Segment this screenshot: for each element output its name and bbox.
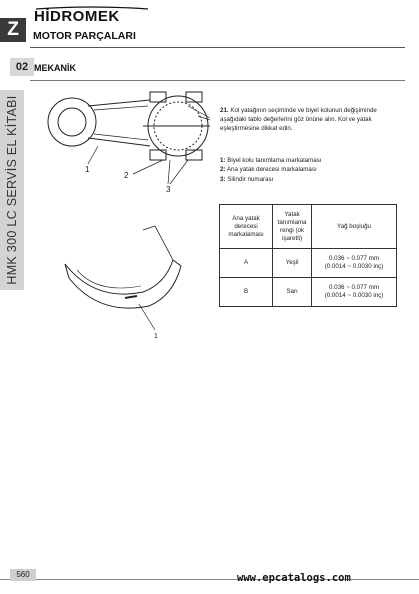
legend-num: 1: [220,157,226,164]
legend-text: Ana yatak derecesi markalaması [226,166,317,174]
rod-label-1: 1 [85,165,90,174]
table-row [220,249,397,278]
clearance-mm: 0.036 ~ 0.077 mm [328,284,380,291]
figure-legend [220,156,400,184]
rod-label-3: 3 [166,185,171,194]
legend-item [220,175,400,184]
header-divider [30,47,405,48]
cell-grade: B [220,278,273,307]
step-paragraph [220,106,400,134]
bearing-shell-illustration [55,210,195,340]
page-number: 560 [10,569,36,581]
legend-num: 3: [220,175,226,183]
footer-divider [0,579,419,580]
step-number: 21. [220,107,229,114]
step-text: Kol yatağının seçiminde ve biyel kolunun değişiminde aşağıdaki tablo değerlerini göz önüne alın. Kol ve yatak eşleştirmesine dikkat edin. [220,107,377,133]
legend-num: 2: [220,166,226,174]
table-header-row [220,205,397,249]
col-header-color: Yatak tanımlama rengi (ok işaretli) [273,205,312,249]
col-header-grade: Ana yatak derecesi markalaması [220,205,273,249]
subsection-divider [30,80,405,81]
clearance-mm: 0.036 ~ 0.077 mm [328,255,380,262]
brand-logo: HİDROMEK [34,8,120,25]
clearance-in: (0.0014 ~ 0.0030 inç) [324,263,384,270]
table-row [220,278,397,307]
legend-item [220,165,400,174]
cell-color: Yeşil [273,249,312,278]
cell-color: Sarı [273,278,312,307]
connecting-rod-illustration [38,88,210,198]
manual-title-vertical: HMK 300 LC SERVİS EL KİTABI [5,95,19,285]
bearing-label-1: 1 [154,333,158,340]
legend-text: Silindir numarası [227,175,274,183]
subsection-title: MEKANİK [34,63,76,73]
clearance-in: (0.0014 ~ 0.0030 inç) [324,292,384,299]
chapter-letter: Z [0,18,26,42]
cell-grade: A [220,249,273,278]
watermark: www.epcatalogs.com [237,572,351,584]
legend-text: Biyel kolu tanımlama markalaması [227,157,322,164]
subsection-number: 02 [10,58,34,76]
col-header-clearance: Yağ boşluğu [312,205,397,249]
cell-clearance [312,278,397,307]
bearing-clearance-table [219,204,397,307]
legend-item [220,156,400,165]
cell-clearance [312,249,397,278]
rod-label-2: 2 [124,171,129,180]
section-title: MOTOR PARÇALARI [33,30,136,42]
